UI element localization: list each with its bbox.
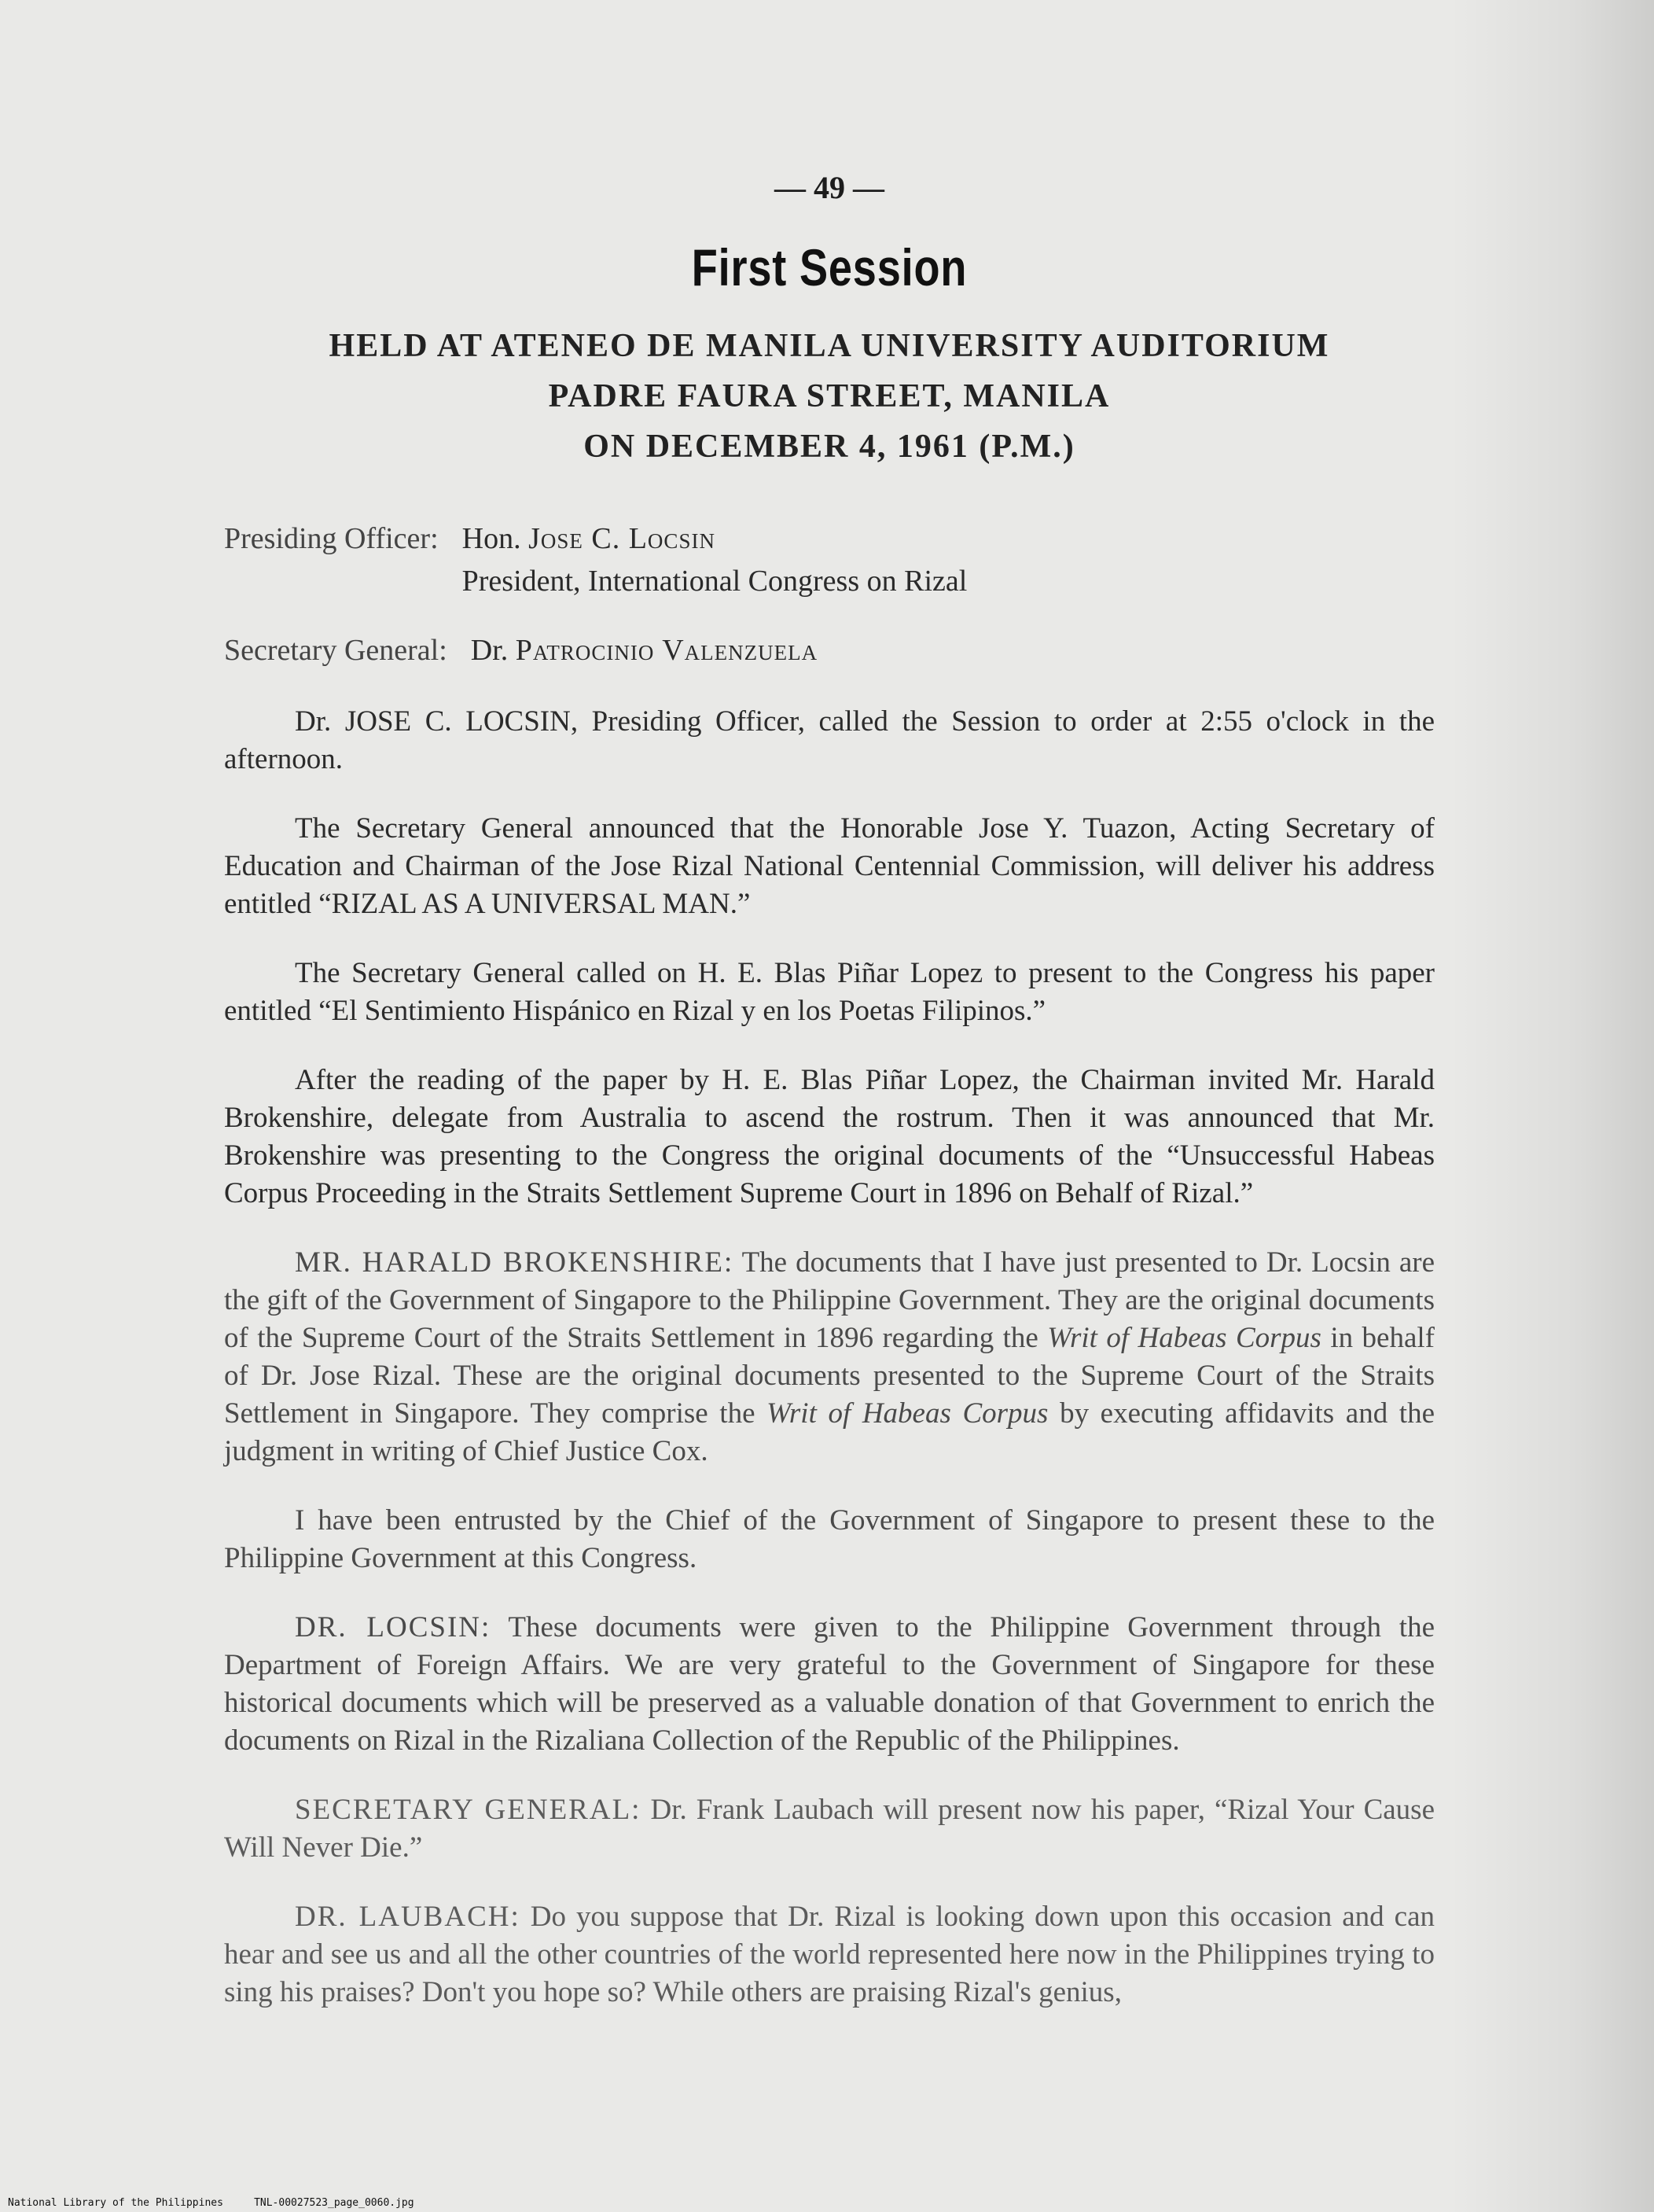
session-title: First Session <box>691 238 968 296</box>
speaker-label: DR. LOCSIN: <box>295 1611 491 1643</box>
venue-heading <box>224 321 1435 472</box>
speaker-label: MR. HARALD BROKENSHIRE: <box>295 1246 734 1279</box>
speaker-label: DR. LAUBACH: <box>295 1901 520 1933</box>
presiding-officer-prefix: Hon. <box>461 522 521 555</box>
presiding-officer-title: President, International Congress on Rizal <box>461 565 968 598</box>
presiding-officer-label: Presiding Officer: <box>224 522 439 555</box>
speech-text: These documents were given to the Philippine Government through the Department of Foreign Affairs. We are very grateful to the Government of Singapore for these historical documents which will be preserved as a valuable donation of that Government to enrich the documents on Rizal in the Rizaliana Collection of the Republic of the Philippines. <box>224 1611 1435 1757</box>
presiding-officer-name: Jose C. Locsin <box>528 522 715 555</box>
document-page <box>224 169 1435 2043</box>
paragraph-laubach-speech <box>224 1898 1435 2011</box>
scan-footer <box>8 2197 414 2209</box>
venue-line-2: PADRE FAURA STREET, MANILA <box>548 378 1111 414</box>
paragraph-entrusted: I have been entrusted by the Chief of the Government of Singapore to present these to the Philippine Government at this Congress. <box>224 1504 1435 1574</box>
speech-text: Do you suppose that Dr. Rizal is looking down upon this occasion and can hear and see us and all the other countries of the world represented here now in the Philippines trying to sing his praises? Don't you hope so? While others are praising Rizal's genius, <box>224 1901 1435 2008</box>
footer-library: National Library of the Philippines <box>8 2197 223 2209</box>
session-minutes <box>224 703 1435 2011</box>
paragraph-locsin-response <box>224 1609 1435 1760</box>
officers-block <box>224 517 1435 672</box>
secretary-general-prefix: Dr. <box>470 634 509 667</box>
secretary-general-name: Patrocinio Valenzuela <box>515 634 818 667</box>
secretary-general-details <box>471 629 818 672</box>
paragraph-pinar-lopez-paper: The Secretary General called on H. E. Blas Piñar Lopez to present to the Congress his paper entitled “El Sentimiento Hispánico en Rizal y en los Poetas Filipinos.” <box>224 957 1435 1027</box>
paragraph-tuazon-address: The Secretary General announced that the Honorable Jose Y. Tuazon, Acting Secretary of Education and Chairman of the Jose Rizal National Centennial Commission, will deliver his address entitled “RIZAL AS A UNIVERSAL MAN.” <box>224 812 1435 920</box>
secretary-general-row <box>224 629 1435 672</box>
venue-line-1: HELD AT ATENEO DE MANILA UNIVERSITY AUDITORIUM <box>329 328 1330 364</box>
venue-line-3: ON DECEMBER 4, 1961 (P.M.) <box>583 429 1075 465</box>
scan-edge-shadow <box>1450 0 1654 2212</box>
speech-italic-text: Writ of Habeas Corpus <box>1047 1322 1321 1354</box>
speech-italic-text: Writ of Habeas Corpus <box>766 1397 1049 1430</box>
speech-text: Dr. Frank Laubach will present now his paper, “Rizal Your Cause Will Never Die.” <box>224 1794 1435 1864</box>
paragraph-call-to-order: Dr. JOSE C. LOCSIN, Presiding Officer, called the Session to order at 2:55 o'clock in the afternoon. <box>224 705 1435 775</box>
speaker-label: SECRETARY GENERAL: <box>295 1794 641 1826</box>
presiding-officer-details <box>462 517 968 602</box>
paragraph-laubach-intro <box>224 1791 1435 1867</box>
paragraph-brokenshire-invite: After the reading of the paper by H. E. Blas Piñar Lopez, the Chairman invited Mr. Harald Brokenshire, delegate from Australia to ascend the rostrum. Then it was announced that Mr. Brokenshire was presenting to the Congress the original documents of the “Unsuccessful Habeas Corpus Proceeding in the Straits Settlement Supreme Court in 1896 on Behalf of Rizal.” <box>224 1064 1435 1209</box>
speech-text: in behalf of Dr. Jose Rizal. These are the original documents presented to the Supreme Court of the Straits Settlement in Singapore. They comprise the <box>224 1322 1435 1430</box>
speech-text: by executing affidavits and the judgment in writing of Chief Justice Cox. <box>224 1397 1435 1467</box>
page-number: — 49 — <box>774 170 884 205</box>
footer-file: TNL-00027523_page_0060.jpg <box>254 2197 414 2209</box>
paragraph-brokenshire-speech <box>224 1244 1435 1470</box>
presiding-officer-row <box>224 517 1435 602</box>
speech-text: The documents that I have just presented to Dr. Locsin are the gift of the Government of Singapore to the Philippine Government. They are the original documents of the Supreme Court of the Straits Settlement in 1896 regarding the <box>224 1246 1435 1354</box>
secretary-general-label: Secretary General: <box>224 634 447 667</box>
